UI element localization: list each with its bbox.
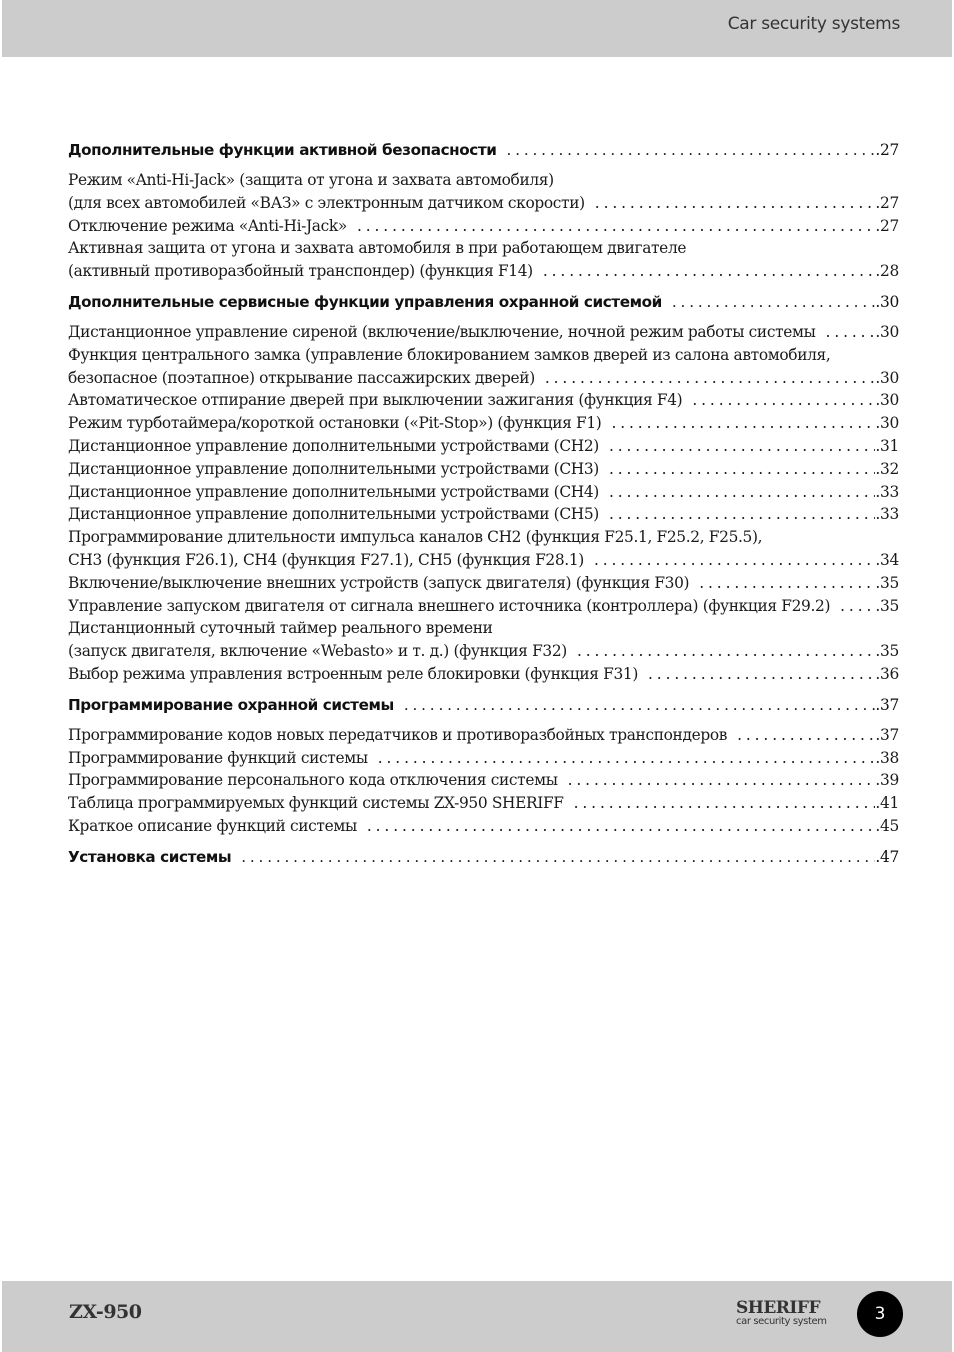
dot-leader <box>609 481 875 504</box>
toc-entry[interactable] <box>68 724 899 747</box>
dot-leader <box>367 815 876 838</box>
toc-entry[interactable] <box>68 640 899 663</box>
toc-page-number: .34 <box>875 550 899 569</box>
toc-entry[interactable] <box>68 412 899 435</box>
toc-page-number: .47 <box>875 847 899 866</box>
toc-entry-text: Включение/выключение внешних устройств (запуск двигателя) (функция F30) <box>68 573 690 592</box>
toc-entry-text: Краткое описание функций системы <box>68 816 357 835</box>
toc-section[interactable] <box>68 291 899 313</box>
toc-entry-line <box>68 617 899 640</box>
toc-entry-text: (для всех автомобилей «ВАЗ» с электронным датчиком скорости) <box>68 193 585 212</box>
toc-section[interactable] <box>68 846 899 868</box>
dot-leader <box>594 549 875 572</box>
toc-entry-text: Дистанционное управление дополнительными устройствами (CH5) <box>68 505 599 524</box>
dot-leader <box>648 663 875 686</box>
toc-entry-text: Программирование функций системы <box>68 748 368 767</box>
dot-leader <box>609 435 875 458</box>
toc-page-number: .27 <box>875 216 899 235</box>
dot-leader <box>507 139 876 161</box>
toc-entry-text: Программирование длительности импульса каналов CH2 (функция F25.1, F25.2, F25.5), <box>68 528 763 547</box>
model-name: ZX-950 <box>69 1301 142 1323</box>
toc-entry-text: Дистанционное управление дополнительными устройствами (CH4) <box>68 482 599 501</box>
toc-entry-text: Программирование кодов новых передатчиков и противоразбойных транспондеров <box>68 725 728 744</box>
dot-leader <box>840 595 875 618</box>
table-of-contents <box>68 139 899 876</box>
dot-leader <box>357 215 875 238</box>
toc-entry[interactable] <box>68 458 899 481</box>
header-title: Car security systems <box>727 14 900 34</box>
toc-entry-text: Выбор режима управления встроенным реле блокировки (функция F31) <box>68 664 638 683</box>
page-number-badge <box>857 1291 903 1337</box>
toc-section-title: Дополнительные сервисные функции управления охранной системой <box>68 292 662 311</box>
dot-leader <box>699 572 875 595</box>
brand-tagline: car security system <box>736 1316 827 1327</box>
toc-entry-text: Активная защита от угона и захвата автомобиля в при работающем двигателе <box>68 239 687 258</box>
toc-entry-line <box>68 237 899 260</box>
toc-entry[interactable] <box>68 215 899 238</box>
dot-leader <box>737 724 875 747</box>
dot-leader <box>543 260 876 283</box>
toc-section-title: Программирование охранной системы <box>68 695 394 714</box>
toc-entry-text: Режим «Anti-Hi-Jack» (защита от угона и захвата автомобиля) <box>68 171 554 189</box>
toc-page-number: .37 <box>875 725 899 744</box>
toc-entry[interactable] <box>68 769 899 792</box>
toc-entry-text: Автоматическое отпирание дверей при выключении зажигания (функция F4) <box>68 391 683 410</box>
toc-page-number: .36 <box>875 664 899 683</box>
page-footer <box>2 1281 952 1352</box>
toc-entry[interactable] <box>68 747 899 770</box>
brand-name: SHERIFF <box>736 1298 821 1318</box>
toc-entry-text: (запуск двигателя, включение «Webasto» и т. д.) (функция F32) <box>68 642 567 661</box>
toc-page-number: .32 <box>875 459 899 478</box>
dot-leader <box>568 769 876 792</box>
toc-entry-text: Управление запуском двигателя от сигнала внешнего источника (контроллера) (функция F29.2) <box>68 596 831 615</box>
dot-leader <box>692 389 875 412</box>
page-number: 3 <box>874 1304 886 1324</box>
toc-entry-text: Функция центрального замка (управление блокированием замков дверей из салона автомобиля, <box>68 345 831 364</box>
toc-entry[interactable] <box>68 481 899 504</box>
toc-entry-text: Таблица программируемых функций системы ZX-950 SHERIFF <box>68 794 564 813</box>
toc-page-number: .30 <box>875 368 899 387</box>
toc-page-number: .30 <box>875 322 899 341</box>
toc-entry-line <box>68 526 899 549</box>
dot-leader <box>404 694 876 716</box>
toc-page-number: .30 <box>875 292 899 311</box>
toc-page-number: .35 <box>875 642 899 661</box>
toc-entry-text: Дистанционное управление сиреной (включение/выключение, ночной режим работы системы <box>68 322 816 341</box>
toc-section-title: Установка системы <box>68 847 232 866</box>
brand-logo <box>736 1300 836 1327</box>
toc-entry[interactable] <box>68 503 899 526</box>
toc-page-number: .41 <box>875 794 899 813</box>
toc-entry[interactable] <box>68 321 899 344</box>
dot-leader <box>545 367 876 390</box>
page-header <box>2 0 952 57</box>
toc-page-number: .27 <box>875 193 899 212</box>
dot-leader <box>609 503 875 526</box>
toc-page-number: .38 <box>875 748 899 767</box>
dot-leader <box>826 321 876 344</box>
toc-entry[interactable] <box>68 549 899 572</box>
toc-page-number: .30 <box>875 391 899 410</box>
toc-page-number: .35 <box>875 596 899 615</box>
toc-entry-text: Дистанционный суточный таймер реального времени <box>68 619 493 638</box>
dot-leader <box>378 747 876 770</box>
toc-page-number: .33 <box>875 482 899 501</box>
toc-page-number: .45 <box>875 816 899 835</box>
toc-entry-line <box>68 169 899 192</box>
toc-entry-text: Дистанционное управление дополнительными устройствами (CH2) <box>68 436 599 455</box>
toc-page-number: .33 <box>875 505 899 524</box>
dot-leader <box>595 192 876 215</box>
dot-leader <box>609 458 875 481</box>
toc-entry-text: Дистанционное управление дополнительными устройствами (CH3) <box>68 459 599 478</box>
toc-page-number: .35 <box>875 573 899 592</box>
dot-leader <box>577 640 875 663</box>
toc-section-title: Дополнительные функции активной безопасности <box>68 141 497 159</box>
toc-entry-text: CH3 (функция F26.1), CH4 (функция F27.1), CH5 (функция F28.1) <box>68 550 584 569</box>
toc-page-number: .30 <box>875 414 899 433</box>
dot-leader <box>672 291 876 313</box>
toc-entry[interactable] <box>68 192 899 215</box>
toc-entry[interactable] <box>68 572 899 595</box>
dot-leader <box>574 792 876 815</box>
toc-page-number: .28 <box>875 262 899 281</box>
dot-leader <box>241 846 875 868</box>
toc-entry[interactable] <box>68 792 899 815</box>
toc-page-number: .39 <box>875 771 899 790</box>
toc-entry[interactable] <box>68 389 899 412</box>
toc-entry[interactable] <box>68 435 899 458</box>
toc-entry-text: Режим турботаймера/короткой остановки («Pit-Stop») (функция F1) <box>68 414 602 433</box>
toc-entry[interactable] <box>68 815 899 838</box>
toc-section[interactable] <box>68 694 899 716</box>
toc-section[interactable] <box>68 139 899 161</box>
toc-entry-line <box>68 344 899 367</box>
toc-entry-text: Программирование персонального кода отключения системы <box>68 771 558 790</box>
toc-page-number: .37 <box>875 695 899 714</box>
toc-page-number: .27 <box>875 141 899 159</box>
toc-entry-text: безопасное (поэтапное) открывание пассажирских дверей) <box>68 368 535 387</box>
toc-page-number: .31 <box>875 436 899 455</box>
toc-entry-text: Отключение режима «Anti-Hi-Jack» <box>68 216 347 235</box>
toc-entry[interactable] <box>68 260 899 283</box>
toc-entry-text: (активный противоразбойный транспондер) (функция F14) <box>68 262 533 281</box>
toc-entry[interactable] <box>68 595 899 618</box>
toc-entry[interactable] <box>68 663 899 686</box>
dot-leader <box>611 412 875 435</box>
toc-entry[interactable] <box>68 367 899 390</box>
